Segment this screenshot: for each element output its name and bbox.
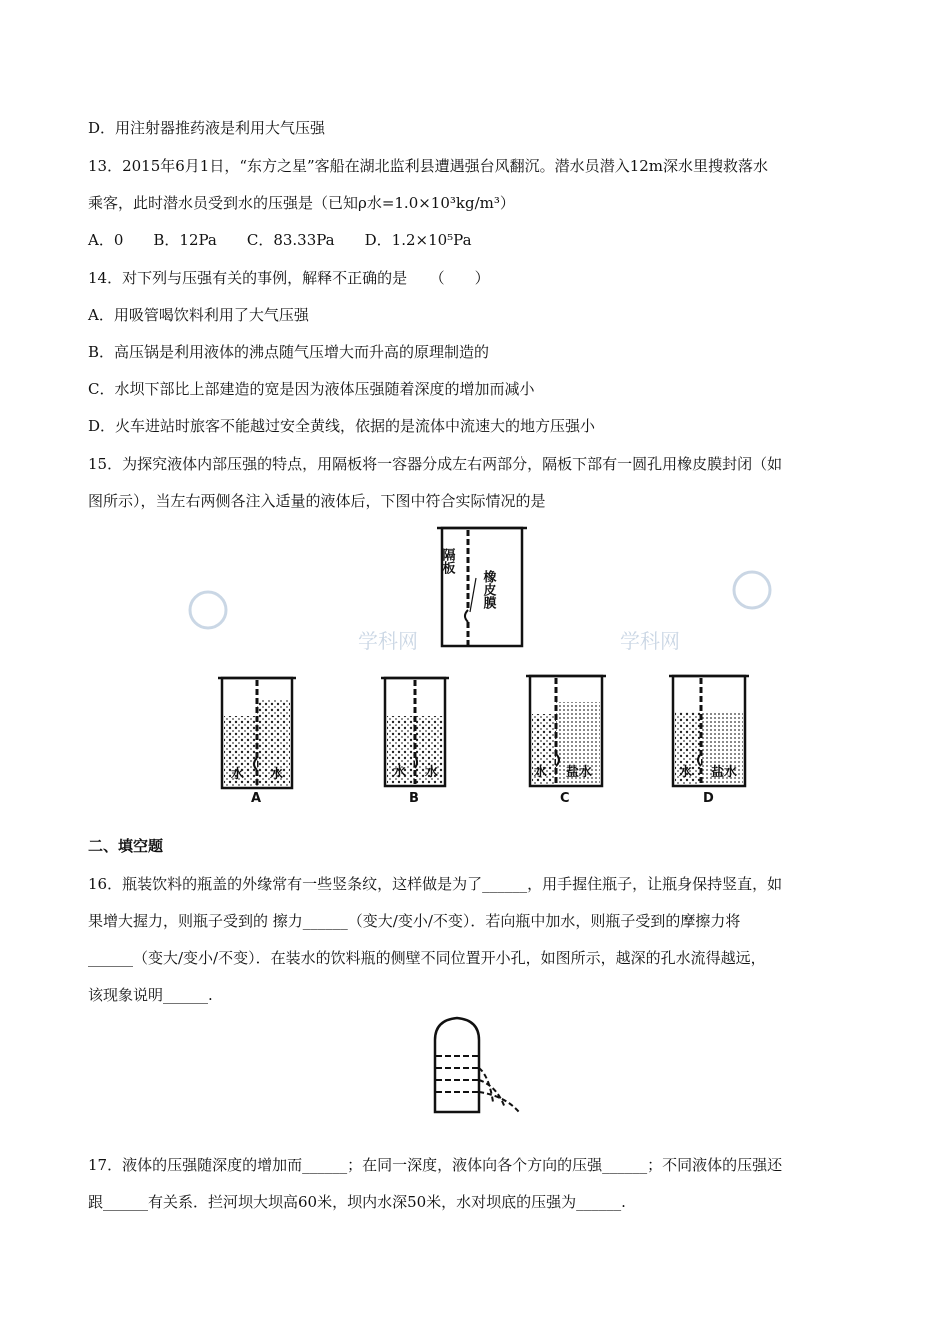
q16-line4: 该现象说明______. (88, 986, 213, 1004)
q17-line1: 17．液体的压强随深度的增加而______；在同一深度，液体向各个方向的压强______；不同液体的压强还 (88, 1156, 783, 1174)
option-b-label: B (409, 791, 419, 806)
a-left-label: 水 (231, 767, 245, 782)
a-right-label: 水 (270, 767, 284, 782)
beaker-c (526, 676, 606, 806)
q13-stem-line2: 乘客，此时潜水员受到水的压强是（已知ρ水=1.0×10³kg/m³） (88, 194, 515, 212)
label-partition: 隔板 (439, 548, 455, 574)
option-a-label: A (251, 791, 262, 806)
watermark-left (190, 592, 418, 653)
q16-line3: ______（变大/变小/不变）．在装水的饮料瓶的侧壁不同位置开小孔，如图所示，越深的孔水流得越远， (88, 949, 766, 967)
c-right-label: 盐水 (566, 765, 593, 780)
q17-line2: 跟______有关系．拦河坝大坝高60米，坝内水深50米，水对坝底的压强为______. (88, 1193, 626, 1211)
q12-option-d: D．用注射器推药液是利用大气压强 (88, 119, 326, 137)
q15-stem-line2: 图所示），当左右两侧各注入适量的液体后，下图中符合实际情况的是 (88, 492, 546, 510)
q16-line2: 果增大握力，则瓶子受到的 擦力______（变大/变小/不变）．若向瓶中加水，则瓶子受到的摩擦力将 (88, 912, 741, 930)
q14-stem: 14．对下列与压强有关的事例，解释不正确的是 （ ） (88, 269, 490, 287)
q16-bottle-figure (405, 1012, 535, 1117)
beaker-d (669, 676, 749, 806)
watermark-text-right: 学科网 (620, 629, 680, 653)
option-d-label: D (703, 791, 714, 806)
b-right-label: 水 (425, 765, 439, 780)
section-heading-fill-in: 二、填空题 (88, 837, 164, 855)
watermark-right (620, 572, 770, 653)
label-membrane: 橡皮膜 (480, 570, 496, 609)
q15-stem-line1: 15．为探究液体内部压强的特点，用隔板将一容器分成左右两部分，隔板下部有一圆孔用橡皮膜封闭（如 (88, 455, 783, 473)
q13-stem-line1: 13．2015年6月1日，“东方之星”客船在湖北监利县遭遇强台风翻沉。潜水员潜入12m深水里搜救落水 (88, 157, 768, 175)
q13-options: A．0 B．12Pa C．83.33Pa D．1.2×10⁵Pa (88, 231, 472, 249)
q14-option-b: B．高压锅是利用液体的沸点随气压增大而升高的原理制造的 (88, 343, 490, 361)
q14-option-d: D．火车进站时旅客不能越过安全黄线，依据的是流体中流速大的地方压强小 (88, 417, 596, 435)
beaker-a (218, 678, 296, 806)
option-c-label: C (560, 791, 570, 806)
q14-option-a: A．用吸管喝饮料利用了大气压强 (88, 306, 309, 324)
beaker-b (381, 678, 449, 806)
q14-option-c: C．水坝下部比上部建造的宽是因为液体压强随着深度的增加而减小 (88, 380, 535, 398)
b-left-label: 水 (393, 765, 407, 780)
partition-container (437, 528, 527, 646)
c-left-label: 水 (534, 765, 548, 780)
watermark-text-left: 学科网 (358, 629, 418, 653)
d-left-label: 水 (679, 765, 693, 780)
q16-line1: 16．瓶装饮料的瓶盖的外缘常有一些竖条纹，这样做是为了______，用手握住瓶子，让瓶身保持竖直，如 (88, 875, 783, 893)
q15-figure (180, 520, 780, 810)
d-right-label: 盐水 (711, 765, 738, 780)
